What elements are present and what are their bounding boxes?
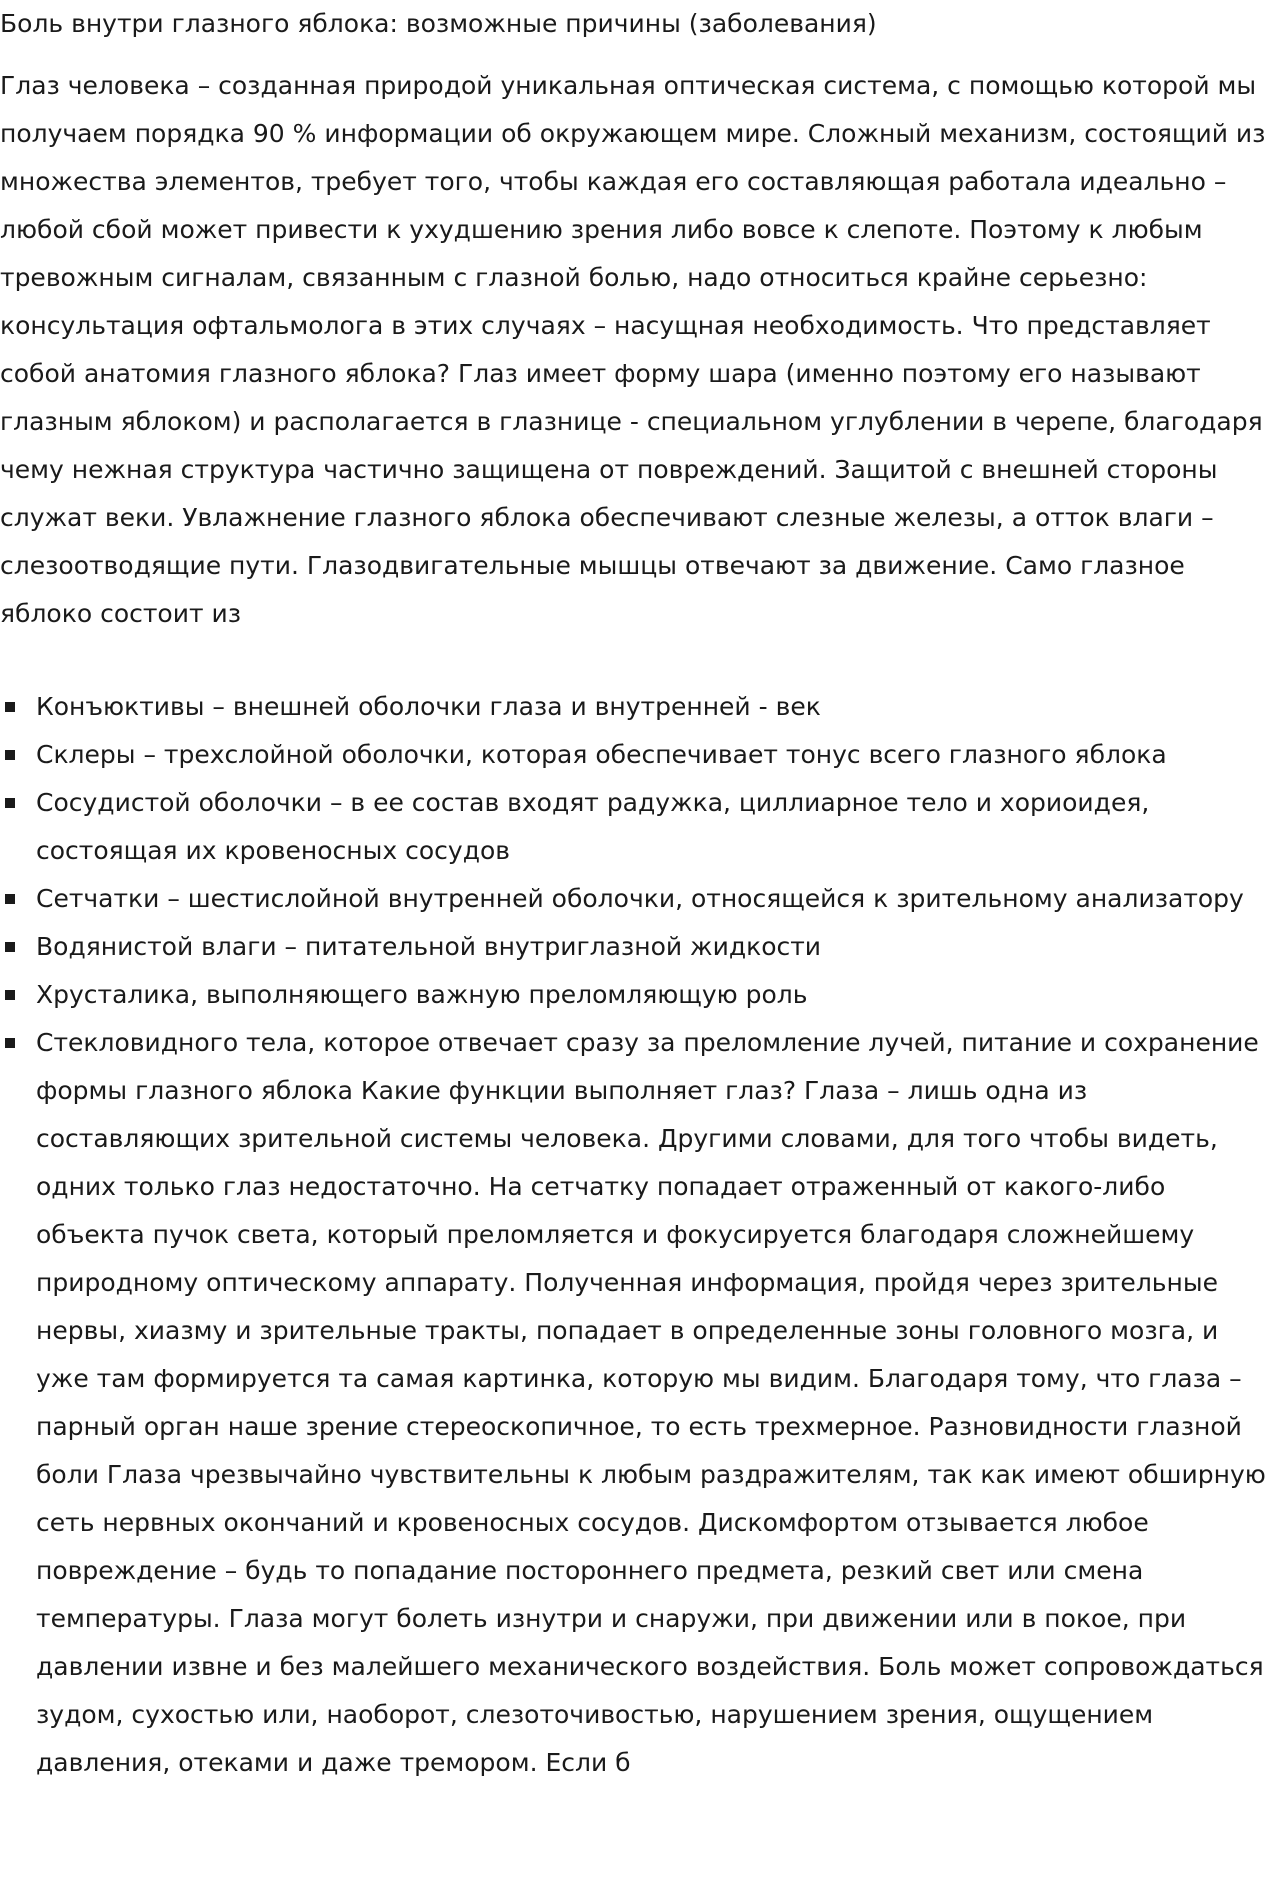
- list-item: [0, 731, 1268, 779]
- list-item: [0, 875, 1268, 923]
- list-item-text: Сосудистой оболочки – в ее состав входят радужка, циллиарное тело и хориоидея, состоящая их кровеносных сосудов: [36, 788, 1150, 865]
- article-title: Боль внутри глазного яблока: возможные причины (заболевания): [0, 9, 877, 38]
- list-item-text: Стекловидного тела, которое отвечает сразу за преломление лучей, питание и сохранение формы глазного яблока Какие функции выполняет глаз? Глаза – лишь одна из составляющих зрительной системы человека. Другими словами, для того чтобы видеть, одних только глаз недостаточно. На сетчатку попадает отраженный от какого-либо объекта пучок света, который преломляется и фокусируется благодаря сложнейшему природному оптическому аппарату. Полученная информация, пройдя через зрительные нервы, хиазму и зрительные тракты, попадает в определенные зоны головного мозга, и уже там формируется та самая картинка, которую мы видим. Благодаря тому, что глаза – парный орган наше зрение стереоскопичное, то есть трехмерное. Разновидности глазной боли Глаза чрезвычайно чувствительны к любым раздражителям, так как имеют обширную сеть нервных окончаний и кровеносных сосудов. Дискомфортом отзывается любое повреждение – будь то попадание постороннего предмета, резкий свет или смена температуры. Глаза могут болеть изнутри и снаружи, при движении или в покое, при давлении извне и без малейшего механического воздействия. Боль может сопровождаться зудом, сухостью или, наоборот, слезоточивостью, нарушением зрения, ощущением давления, отеками и даже тремором. Если б: [36, 1028, 1266, 1777]
- square-bullet-icon: [5, 1038, 15, 1048]
- square-bullet-icon: [5, 798, 15, 808]
- list-item-text: Склеры – трехслойной оболочки, которая обеспечивает тонус всего глазного яблока: [36, 740, 1167, 769]
- list-item-text: Водянистой влаги – питательной внутриглазной жидкости: [36, 932, 822, 961]
- list-item-text: Хрусталика, выполняющего важную преломляющую роль: [36, 980, 808, 1009]
- list-item: [0, 779, 1268, 875]
- square-bullet-icon: [5, 990, 15, 1000]
- list-item-text: Сетчатки – шестислойной внутренней оболочки, относящейся к зрительному анализатору: [36, 884, 1244, 913]
- square-bullet-icon: [5, 894, 15, 904]
- list-item-text: Конъюктивы – внешней оболочки глаза и внутренней - век: [36, 692, 821, 721]
- list-item: [0, 923, 1268, 971]
- square-bullet-icon: [5, 750, 15, 760]
- list-item: [0, 1019, 1268, 1787]
- square-bullet-icon: [5, 702, 15, 712]
- square-bullet-icon: [5, 942, 15, 952]
- list-item: [0, 683, 1268, 731]
- eye-parts-list: [0, 683, 1270, 1787]
- list-item: [0, 971, 1268, 1019]
- article-intro: Глаз человека – созданная природой уникальная оптическая система, с помощью которой мы получаем порядка 90 % информации об окружающем мире. Сложный механизм, состоящий из множества элементов, требует того, чтобы каждая его составляющая работала идеально – любой сбой может привести к ухудшению зрения либо вовсе к слепоте. Поэтому к любым тревожным сигналам, связанным с глазной болью, надо относиться крайне серьезно: консультация офтальмолога в этих случаях – насущная необходимость. Что представляет собой анатомия глазного яблока? Глаз имеет форму шара (именно поэтому его называют глазным яблоком) и располагается в глазнице - специальном углублении в черепе, благодаря чему нежная структура частично защищена от повреждений. Защитой с внешней стороны служат веки. Увлажнение глазного яблока обеспечивают слезные железы, а отток влаги – слезоотводящие пути. Глазодвигательные мышцы отвечают за движение. Само глазное яблоко состоит из: [0, 71, 1266, 628]
